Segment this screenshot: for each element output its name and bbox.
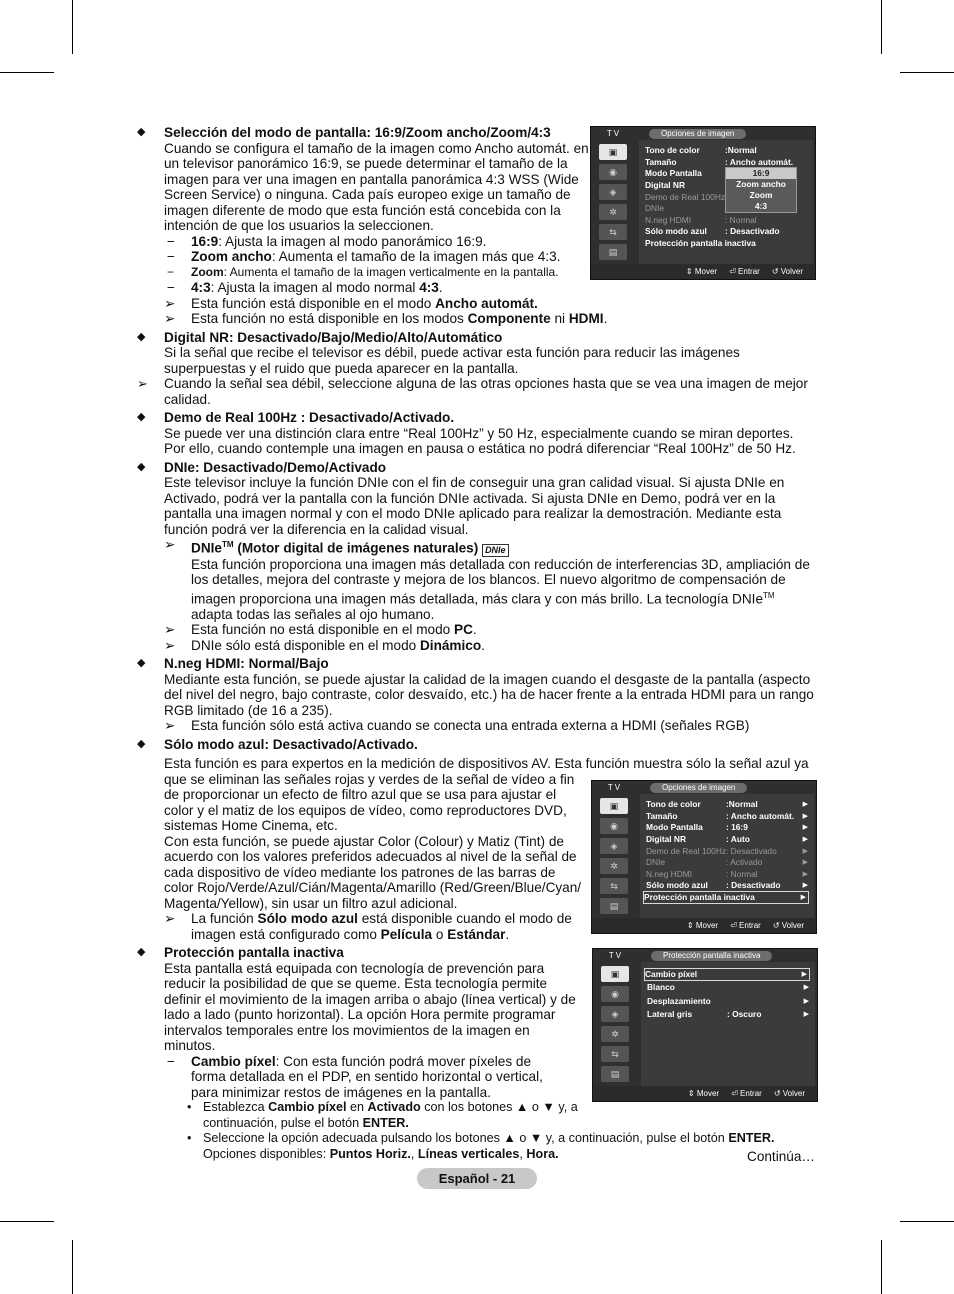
crop-mark xyxy=(881,0,882,54)
note-arrow-icon: ➢ xyxy=(164,718,176,734)
crop-mark xyxy=(881,1240,882,1294)
section-dnie xyxy=(137,460,817,538)
osd-sidebar xyxy=(592,794,640,918)
back-hint: ↺ Volver xyxy=(771,267,803,276)
note: ➢ Esta función está disponible en el modo Ancho automát. xyxy=(164,295,538,311)
note: ➢ Cuando la señal sea débil, seleccione alguna de las otras opciones hasta que se vea una imagen de mejor calidad. xyxy=(137,376,808,407)
osd-picture-options-blue xyxy=(591,780,817,934)
menu-row[interactable]: Digital NR : Auto ▶ xyxy=(646,834,808,844)
bullet-item: • Establezca Cambio píxel en Activado con los botones ▲ o ▼ y, a continuación, pulse el botón ENTER. xyxy=(187,1100,578,1130)
section-body: que se eliminan las señales rojas y verdes de la señal de vídeo a fin de proporcionar un efecto de filtro azul que se usa para ajustar el color y el matiz de los equipos de vídeo, como reproductores DVD, sistemas Home Cinema, etc. xyxy=(164,771,575,834)
diamond-bullet-icon: ◆ xyxy=(137,657,146,670)
channel-icon[interactable]: ◈ xyxy=(599,184,627,200)
enter-hint: ⏎ Entrar xyxy=(729,267,760,276)
enter-hint: ⏎ Entrar xyxy=(731,1089,762,1098)
section-heading: Protección pantalla inactiva xyxy=(164,945,344,961)
menu-row[interactable]: Desplazamiento ▶ xyxy=(647,996,809,1006)
back-hint: ↺ Volver xyxy=(773,1089,805,1098)
option-item: − Zoom: Aumenta el tamaño de la imagen verticalmente en la pantalla. xyxy=(167,264,559,279)
menu-row-selected[interactable]: Protección pantalla inactiva ▶ xyxy=(644,892,806,902)
input-icon[interactable]: ⇆ xyxy=(600,878,628,894)
sound-icon[interactable]: ◉ xyxy=(599,164,627,180)
note: ➢ Esta función no está disponible en los modos Componente ni HDMI. xyxy=(164,311,608,326)
menu-row[interactable]: Tono de color :Normal ▶ xyxy=(646,799,808,809)
menu-row[interactable]: Blanco ▶ xyxy=(647,982,809,992)
updown-icon: ⇕ xyxy=(686,921,694,930)
back-hint: ↺ Volver xyxy=(772,921,804,930)
section-heading: Demo de Real 100Hz : Desactivado/Activado. xyxy=(164,410,455,425)
osd-menu-panel xyxy=(639,140,813,264)
section-body: Esta función es para expertos en la medición de dispositivos AV. Esta función muestra sólo la señal azul ya xyxy=(164,756,809,772)
note: ➢ DNIe sólo está disponible en el modo Dinámico. xyxy=(164,637,485,653)
section-heading: Selección del modo de pantalla: 16:9/Zoom ancho/Zoom/4:3 xyxy=(164,125,551,140)
picture-icon[interactable]: ▣ xyxy=(600,798,628,814)
menu-row[interactable]: Digital NR xyxy=(645,180,686,190)
move-hint: ⇕ Mover xyxy=(685,267,718,276)
menu-row[interactable]: Tono de color :Normal xyxy=(645,145,757,155)
crop-mark xyxy=(900,1221,954,1222)
channel-icon[interactable]: ◈ xyxy=(601,1006,629,1022)
diamond-bullet-icon: ◆ xyxy=(137,737,146,750)
menu-row[interactable]: Tamaño : Ancho automát. ▶ xyxy=(646,811,808,821)
section-body: Si la señal que recibe el televisor es débil, puede activar esta función para reducir las imágenes superpuestas y el ruido que pueda aparecer en la pantalla. xyxy=(164,345,740,376)
section-body: Se puede ver una distinción clara entre “Real 100Hz” y 50 Hz, especialmente cuando se miran deportes. Por ello, cuando contemple una imagen en pausa o estática no podrá diferenciar “Real 100Hz” de 50 Hz. xyxy=(164,425,796,456)
osd-title: Protección pantalla inactiva xyxy=(651,951,772,961)
crop-mark xyxy=(72,0,73,54)
diamond-bullet-icon: ◆ xyxy=(137,946,146,959)
section-hdmi-black xyxy=(137,656,817,718)
page-number-badge: Español - 21 xyxy=(417,1168,537,1189)
enter-icon: ⏎ xyxy=(729,267,736,276)
section-heading: DNIe: Desactivado/Demo/Activado xyxy=(164,459,387,475)
crop-mark xyxy=(900,72,954,73)
note: ➢ La función Sólo modo azul está disponible cuando el modo de imagen está configurado como Película o Estándar. xyxy=(164,911,572,942)
sound-icon[interactable]: ◉ xyxy=(601,986,629,1002)
note: ➢ Esta función no está disponible en el modo PC. xyxy=(164,622,477,638)
section-screen-mode xyxy=(137,125,604,234)
menu-row[interactable]: Sólo modo azul : Desactivado ▶ xyxy=(646,880,808,890)
note-arrow-icon: ➢ xyxy=(164,537,176,552)
updown-icon: ⇕ xyxy=(685,267,693,276)
picture-icon[interactable]: ▣ xyxy=(599,144,627,160)
dnie-logo: DNIe xyxy=(482,544,509,557)
menu-row[interactable]: Demo de Real 100Hz xyxy=(645,192,726,202)
input-icon[interactable]: ⇆ xyxy=(601,1046,629,1062)
digital-icon[interactable]: ▤ xyxy=(599,244,627,260)
size-dropdown[interactable] xyxy=(725,167,797,213)
osd-menu-panel xyxy=(640,794,814,918)
osd-title: Opciones de imagen xyxy=(650,783,747,793)
osd-screen-burn-protection xyxy=(592,948,818,1102)
osd-tv-label: T V xyxy=(606,129,620,138)
return-icon: ↺ xyxy=(773,1089,781,1098)
menu-row-selected[interactable]: Cambio píxel ▶ xyxy=(645,969,807,979)
menu-row[interactable]: DNIe xyxy=(645,203,665,213)
osd-footer xyxy=(592,918,816,933)
menu-row[interactable]: Tamaño : Ancho automát. xyxy=(645,157,794,167)
section-heading: Digital NR: Desactivado/Bajo/Medio/Alto/Automático xyxy=(164,329,503,345)
option-item: − 16:9: Ajusta la imagen al modo panorámico 16:9. xyxy=(167,233,487,249)
move-hint: ⇕ Mover xyxy=(686,921,719,930)
section-body: Este televisor incluye la función DNIe con el fin de conseguir una gran calidad visual. Si ajusta DNIe en Activado, podrá ver la pantalla con la función DNIe activada. Si ajusta DNIe en Demo, podrá ver en la pantalla una imagen normal y con el modo DNIe aplicado para realizar la demostración. Mediante esta función podrá ver la diferencia en la calidad visual. xyxy=(164,475,785,537)
channel-icon[interactable]: ◈ xyxy=(600,838,628,854)
menu-row[interactable]: N.neg HDMI : Normal ▶ xyxy=(646,869,808,879)
osd-title: Opciones de imagen xyxy=(649,129,746,139)
diamond-bullet-icon: ◆ xyxy=(137,411,146,423)
picture-icon[interactable]: ▣ xyxy=(601,966,629,982)
setup-icon[interactable]: ✲ xyxy=(601,1026,629,1042)
section-body: Mediante esta función, se puede ajustar la calidad de la imagen cuando el desgaste de la pantalla (aspecto del nivel del negro, bajo contraste, color desvaído, etc.) ha de hacer frente a la entrada HDMI para un rango RGB limitado (de 16 a 235). xyxy=(164,671,814,718)
continued-label: Continúa… xyxy=(747,1149,816,1164)
menu-row[interactable]: N.neg HDMI : Normal xyxy=(645,215,757,225)
diamond-bullet-icon: ◆ xyxy=(137,330,146,343)
menu-row[interactable]: Modo Pantalla xyxy=(645,168,702,178)
osd-tv-label: T V xyxy=(607,783,621,792)
dnie-description: Esta función proporciona una imagen más detallada con reducción de interferencias 3D, ampliación de los detalles, mejora del contraste y mejora de los blancos. El nuevo algoritmo de compensación de imagen proporciona una imagen más detallada, más clara y con más brillo. La tecnología DNIe™ adapta todas las señales al ojo humano. xyxy=(191,556,810,622)
dnie-subheading: ➢ DNIe™ (Motor digital de imágenes naturales) DNIe xyxy=(137,537,817,557)
bullet-item: • Seleccione la opción adecuada pulsando los botones ▲ o ▼ y, a continuación, pulse el botón ENTER. Opciones disponibles: Puntos Horiz., Líneas verticales, Hora. xyxy=(187,1131,775,1161)
osd-sidebar xyxy=(591,140,639,264)
section-body-narrow xyxy=(137,772,582,912)
section-body: Con esta función, se puede ajustar Color (Colour) y Matiz (Tint) de acuerdo con los valores preferidos adecuados al nivel de la señal de cada dispositivo de vídeo mediante los patrones de las barras de color Rojo/Verde/Azul/Cián/Magenta/Amarillo (Red/Green/Blue/Cyan/ Magenta/Yellow), sin usar un filtro azul adicional. xyxy=(164,833,582,911)
menu-row[interactable]: Lateral gris : Oscuro ▶ xyxy=(647,1009,809,1019)
osd-menu-panel xyxy=(641,962,815,1086)
dropdown-option[interactable]: 4:3 xyxy=(754,201,768,211)
note-arrow-icon: ➢ xyxy=(164,911,176,927)
note-arrow-icon: ➢ xyxy=(137,376,148,391)
menu-row[interactable]: Demo de Real 100Hz : Desactivado ▶ xyxy=(646,846,808,856)
section-blue-only xyxy=(137,737,817,772)
updown-icon: ⇕ xyxy=(687,1089,695,1098)
section-body: Esta pantalla está equipada con tecnología de prevención para reducir la posibilidad de que se queme. Esta tecnología permite definir el movimiento de la imagen arriba o abajo (línea vertical) y de lado a lado (punto horizontal). La opción Hora permite programar intervalos temporales entre los movimientos de la imagen en minutos. xyxy=(164,960,576,1054)
note-arrow-icon: ➢ xyxy=(164,311,176,326)
input-icon[interactable]: ⇆ xyxy=(599,224,627,240)
osd-sidebar xyxy=(593,962,641,1086)
setup-icon[interactable]: ✲ xyxy=(600,858,628,874)
digital-icon[interactable]: ▤ xyxy=(601,1066,629,1082)
section-digital-nr xyxy=(137,330,817,377)
diamond-bullet-icon: ◆ xyxy=(137,126,146,138)
sound-icon[interactable]: ◉ xyxy=(600,818,628,834)
menu-row[interactable]: Modo Pantalla : 16:9 ▶ xyxy=(646,822,808,832)
note: ➢ Esta función sólo está activa cuando se conecta una entrada externa a HDMI (señales RGB) xyxy=(164,718,750,734)
enter-icon: ⏎ xyxy=(730,921,737,930)
osd-picture-options-size xyxy=(590,126,816,280)
enter-hint: ⏎ Entrar xyxy=(730,921,761,930)
menu-row[interactable]: Protección pantalla inactiva xyxy=(645,238,756,248)
section-heading: Sólo modo azul: Desactivado/Activado. xyxy=(164,736,418,752)
dropdown-option[interactable]: Zoom xyxy=(749,190,773,200)
return-icon: ↺ xyxy=(772,921,780,930)
option-item: − 4:3: Ajusta la imagen al modo normal 4:3. xyxy=(167,280,443,295)
move-hint: ⇕ Mover xyxy=(687,1089,720,1098)
osd-footer xyxy=(591,264,815,279)
digital-icon[interactable]: ▤ xyxy=(600,898,628,914)
osd-footer xyxy=(593,1086,817,1101)
crop-mark xyxy=(72,1240,73,1294)
return-icon: ↺ xyxy=(771,267,779,276)
option-item: − Zoom ancho: Aumenta el tamaño de la imagen más que 4:3. xyxy=(167,249,561,264)
menu-row[interactable]: Sólo modo azul : Desactivado xyxy=(645,226,780,236)
crop-mark xyxy=(0,1221,54,1222)
diamond-bullet-icon: ◆ xyxy=(137,460,146,473)
enter-icon: ⏎ xyxy=(731,1089,738,1098)
menu-row[interactable]: DNIe : Activado ▶ xyxy=(646,857,808,867)
note-arrow-icon: ➢ xyxy=(164,295,176,311)
section-heading: N.neg HDMI: Normal/Bajo xyxy=(164,656,329,672)
osd-tv-label: T V xyxy=(608,951,622,960)
note-arrow-icon: ➢ xyxy=(164,622,176,638)
crop-mark xyxy=(0,72,54,73)
section-body: Cuando se configura el tamaño de la imagen como Ancho automát. en un televisor panorámico 16:9, se puede determinar el tamaño de la imagen para ver una imagen en pantalla panorámica 4:3 WSS (Wide Screen Service) o ninguna. Cada país europeo exige un tamaño de imagen diferente de modo que esta función está concebida con la intención de que los usuarios la seleccionen. xyxy=(164,140,589,233)
setup-icon[interactable]: ✲ xyxy=(599,204,627,220)
dropdown-option[interactable]: Zoom ancho xyxy=(736,179,786,189)
note-arrow-icon: ➢ xyxy=(164,637,176,653)
section-real-100hz xyxy=(137,410,817,457)
dropdown-option[interactable]: 16:9 xyxy=(726,168,796,179)
section-screen-burn xyxy=(137,945,582,1054)
option-item: − Cambio píxel: Con esta función podrá mover píxeles de forma detallada en el PDP, en sentido horizontal o vertical, para minimizar restos de imágenes en la pantalla. xyxy=(167,1053,543,1100)
